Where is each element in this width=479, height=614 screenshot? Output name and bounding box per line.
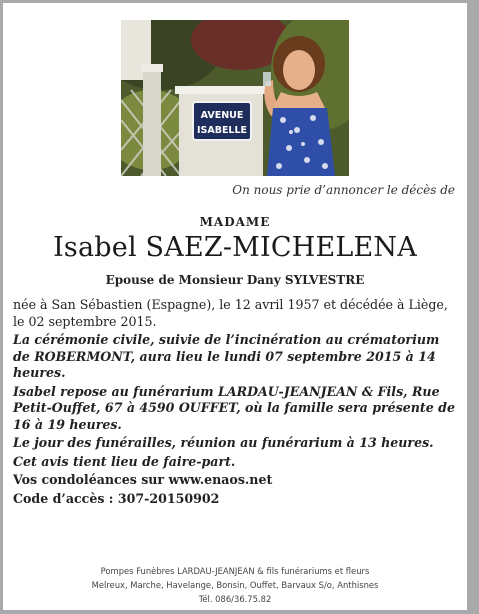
portrait-photo xyxy=(121,20,349,176)
footer-line2: Melreux, Marche, Havelange, Bonsin, Ouffet, Barvaux S/o, Anthisnes xyxy=(91,580,379,590)
obituary-body xyxy=(13,297,459,509)
announcement-lead: On nous prie d’annoncer le décès de xyxy=(232,183,455,197)
access-code-paragraph: Code d’accès : 307-20150902 xyxy=(13,490,220,506)
spouse-line: Epouse de Monsieur Dany SYLVESTRE xyxy=(105,273,365,287)
notice-paragraph: Cet avis tient lieu de faire-part. xyxy=(13,453,236,469)
honorific-title: MADAME xyxy=(199,215,271,229)
condolences-paragraph: Vos condoléances sur www.enaos.net xyxy=(13,472,273,487)
footer-line3: Tél. 086/36.75.82 xyxy=(198,594,272,604)
repose-paragraph: Isabel repose au funérarium LARDAU-JEANJEAN & Fils, Rue Petit-Ouffet, 67 à 4590 OUFFET, où la famille sera présente de 16 à 19 heures. xyxy=(13,383,455,432)
funeral-home-footer xyxy=(3,564,467,606)
footer-line1: Pompes Funèbres LARDAU-JEANJEAN & fils funérariums et fleurs xyxy=(100,566,370,576)
deceased-name: Isabel SAEZ-MICHELENA xyxy=(53,232,417,263)
birth-paragraph: née à San Sébastien (Espagne), le 12 avril 1957 et décédée à Liège, le 02 septembre 2015. xyxy=(13,297,448,329)
sign-text-line1: AVENUE xyxy=(200,110,244,121)
obituary-card xyxy=(3,3,467,610)
sign-text-line2: ISABELLE xyxy=(196,125,248,136)
portrait-photo-image xyxy=(121,20,349,176)
reunion-paragraph: Le jour des funérailles, réunion au funérarium à 13 heures. xyxy=(13,435,434,450)
ceremony-paragraph: La cérémonie civile, suivie de l’incinération au crématorium de ROBERMONT, aura lieu le lundi 07 septembre 2015 à 14 heures. xyxy=(13,332,440,380)
